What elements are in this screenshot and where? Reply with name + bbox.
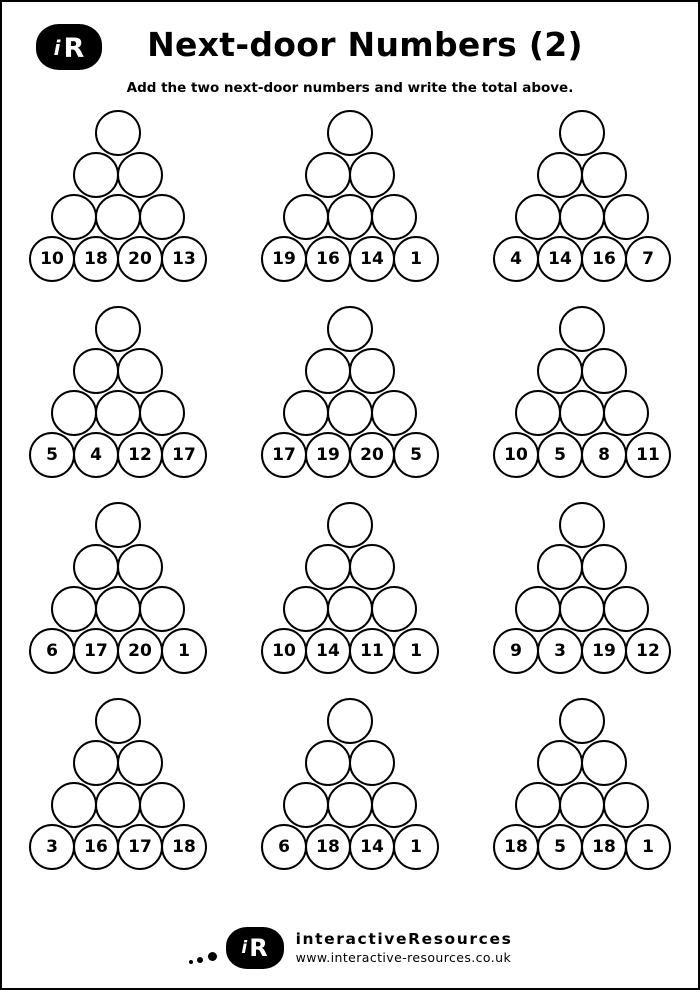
pyramid-row — [253, 152, 447, 198]
pyramid-row — [21, 698, 215, 744]
answer-circle[interactable] — [371, 194, 417, 240]
answer-circle[interactable] — [515, 194, 561, 240]
pyramid-row — [253, 194, 447, 240]
given-number-circle: 20 — [117, 236, 163, 282]
logo-dot-large-icon — [208, 952, 217, 961]
answer-circle[interactable] — [139, 390, 185, 436]
answer-circle[interactable] — [603, 390, 649, 436]
given-number-circle: 17 — [117, 824, 163, 870]
answer-circle[interactable] — [117, 740, 163, 786]
given-number-circle: 10 — [261, 628, 307, 674]
pyramid-row — [253, 390, 447, 436]
page-title: Next-door Numbers (2) — [147, 24, 583, 64]
answer-circle[interactable] — [371, 586, 417, 632]
answer-circle[interactable] — [327, 782, 373, 828]
answer-circle[interactable] — [117, 152, 163, 198]
pyramid-row — [253, 432, 447, 478]
pyramid-row — [253, 236, 447, 282]
pyramid-row — [485, 152, 679, 198]
pyramid-row — [253, 586, 447, 632]
answer-circle[interactable] — [349, 544, 395, 590]
answer-circle[interactable] — [327, 390, 373, 436]
answer-circle[interactable] — [515, 390, 561, 436]
pyramid-row — [485, 306, 679, 352]
answer-circle[interactable] — [349, 740, 395, 786]
footer-text — [296, 929, 513, 967]
given-number-circle: 18 — [73, 236, 119, 282]
pyramid-row — [253, 740, 447, 786]
answer-circle[interactable] — [581, 152, 627, 198]
answer-circle[interactable] — [559, 194, 605, 240]
answer-circle[interactable] — [559, 110, 605, 156]
given-number-circle: 6 — [261, 824, 307, 870]
answer-circle[interactable] — [349, 152, 395, 198]
given-number-circle: 17 — [261, 432, 307, 478]
footer-logo-icon — [188, 926, 284, 970]
answer-circle[interactable] — [581, 348, 627, 394]
given-number-circle: 11 — [349, 628, 395, 674]
pyramid-row — [485, 586, 679, 632]
given-number-circle: 5 — [29, 432, 75, 478]
pyramid-row — [21, 110, 215, 156]
answer-circle[interactable] — [51, 586, 97, 632]
answer-circle[interactable] — [95, 194, 141, 240]
pyramid-row — [21, 586, 215, 632]
pyramid-row — [485, 194, 679, 240]
answer-circle[interactable] — [327, 586, 373, 632]
number-pyramid — [21, 502, 215, 692]
pyramid-row — [485, 348, 679, 394]
given-number-circle: 8 — [581, 432, 627, 478]
given-number-circle: 4 — [493, 236, 539, 282]
pyramid-row — [253, 306, 447, 352]
instructions-text: Add the two next-door numbers and write the total above. — [126, 80, 574, 96]
pyramid-row — [21, 152, 215, 198]
logo-dot-small-icon — [189, 960, 193, 964]
given-number-circle: 7 — [625, 236, 671, 282]
answer-circle[interactable] — [327, 698, 373, 744]
answer-circle[interactable] — [95, 110, 141, 156]
answer-circle[interactable] — [139, 586, 185, 632]
pyramid-row — [485, 628, 679, 674]
footer-brand-name: interactiveResources — [295, 930, 513, 949]
answer-circle[interactable] — [515, 586, 561, 632]
given-number-circle: 18 — [305, 824, 351, 870]
given-number-circle: 3 — [537, 628, 583, 674]
answer-circle[interactable] — [559, 698, 605, 744]
answer-circle[interactable] — [537, 740, 583, 786]
number-pyramid — [21, 110, 215, 300]
pyramid-row — [485, 502, 679, 548]
number-pyramid — [485, 306, 679, 496]
logo-letter-i: i — [53, 36, 61, 60]
answer-circle[interactable] — [327, 306, 373, 352]
answer-circle[interactable] — [283, 390, 329, 436]
answer-circle[interactable] — [559, 502, 605, 548]
answer-circle[interactable] — [95, 586, 141, 632]
given-number-circle: 14 — [349, 236, 395, 282]
given-number-circle: 20 — [349, 432, 395, 478]
given-number-circle: 1 — [625, 824, 671, 870]
given-number-circle: 16 — [581, 236, 627, 282]
answer-circle[interactable] — [305, 544, 351, 590]
pyramid-row — [485, 432, 679, 478]
answer-circle[interactable] — [51, 194, 97, 240]
pyramid-row — [21, 306, 215, 352]
pyramid-row — [485, 698, 679, 744]
given-number-circle: 20 — [117, 628, 163, 674]
answer-circle[interactable] — [371, 782, 417, 828]
pyramid-row — [21, 236, 215, 282]
answer-circle[interactable] — [559, 586, 605, 632]
given-number-circle: 19 — [581, 628, 627, 674]
given-number-circle: 5 — [537, 824, 583, 870]
given-number-circle: 17 — [73, 628, 119, 674]
answer-circle[interactable] — [73, 740, 119, 786]
answer-circle[interactable] — [537, 348, 583, 394]
answer-circle[interactable] — [51, 390, 97, 436]
page-header — [2, 2, 698, 86]
given-number-circle: 4 — [73, 432, 119, 478]
number-pyramid — [253, 502, 447, 692]
answer-circle[interactable] — [95, 782, 141, 828]
answer-circle[interactable] — [73, 152, 119, 198]
answer-circle[interactable] — [537, 544, 583, 590]
answer-circle[interactable] — [559, 390, 605, 436]
number-pyramid — [253, 698, 447, 888]
pyramid-row — [485, 236, 679, 282]
answer-circle[interactable] — [139, 194, 185, 240]
given-number-circle: 5 — [537, 432, 583, 478]
answer-circle[interactable] — [73, 544, 119, 590]
given-number-circle: 18 — [161, 824, 207, 870]
given-number-circle: 16 — [73, 824, 119, 870]
pyramid-row — [21, 432, 215, 478]
answer-circle[interactable] — [95, 502, 141, 548]
given-number-circle: 17 — [161, 432, 207, 478]
given-number-circle: 6 — [29, 628, 75, 674]
number-pyramid — [253, 306, 447, 496]
pyramid-row — [21, 628, 215, 674]
answer-circle[interactable] — [327, 502, 373, 548]
interactive-resources-logo-icon — [36, 24, 102, 70]
answer-circle[interactable] — [603, 782, 649, 828]
given-number-circle: 3 — [29, 824, 75, 870]
pyramid-row — [485, 740, 679, 786]
given-number-circle: 14 — [349, 824, 395, 870]
pyramid-row — [21, 782, 215, 828]
answer-circle[interactable] — [537, 152, 583, 198]
answer-circle[interactable] — [139, 782, 185, 828]
given-number-circle: 13 — [161, 236, 207, 282]
pyramid-row — [485, 544, 679, 590]
answer-circle[interactable] — [581, 740, 627, 786]
footer-website-url: www.interactive-resources.co.uk — [295, 950, 512, 966]
footer-logo-letter-i: i — [241, 937, 248, 958]
given-number-circle: 16 — [305, 236, 351, 282]
answer-circle[interactable] — [117, 544, 163, 590]
answer-circle[interactable] — [117, 348, 163, 394]
given-number-circle: 1 — [393, 628, 439, 674]
pyramid-row — [485, 824, 679, 870]
given-number-circle: 9 — [493, 628, 539, 674]
number-pyramid — [485, 110, 679, 300]
given-number-circle: 14 — [305, 628, 351, 674]
answer-circle[interactable] — [305, 152, 351, 198]
given-number-circle: 10 — [493, 432, 539, 478]
answer-circle[interactable] — [305, 348, 351, 394]
pyramid-row — [253, 348, 447, 394]
number-pyramid — [485, 502, 679, 692]
pyramid-row — [485, 782, 679, 828]
answer-circle[interactable] — [51, 782, 97, 828]
pyramid-row — [21, 390, 215, 436]
pyramid-row — [21, 740, 215, 786]
answer-circle[interactable] — [371, 390, 417, 436]
answer-circle[interactable] — [559, 306, 605, 352]
answer-circle[interactable] — [283, 782, 329, 828]
answer-circle[interactable] — [581, 544, 627, 590]
given-number-circle: 12 — [117, 432, 163, 478]
pyramid-row — [21, 502, 215, 548]
footer-logo-letter-r: R — [249, 934, 268, 962]
given-number-circle: 10 — [29, 236, 75, 282]
number-pyramid — [253, 110, 447, 300]
answer-circle[interactable] — [515, 782, 561, 828]
answer-circle[interactable] — [95, 306, 141, 352]
given-number-circle: 1 — [393, 824, 439, 870]
given-number-circle: 18 — [581, 824, 627, 870]
answer-circle[interactable] — [603, 586, 649, 632]
logo-dot-medium-icon — [197, 957, 203, 963]
answer-circle[interactable] — [95, 390, 141, 436]
given-number-circle: 19 — [305, 432, 351, 478]
answer-circle[interactable] — [95, 698, 141, 744]
page-footer — [2, 926, 698, 970]
pyramid-row — [253, 544, 447, 590]
number-pyramid — [485, 698, 679, 888]
answer-circle[interactable] — [283, 586, 329, 632]
footer-logo-badge — [226, 927, 284, 969]
pyramid-row — [21, 348, 215, 394]
number-pyramid — [21, 698, 215, 888]
answer-circle[interactable] — [327, 110, 373, 156]
puzzle-grid — [2, 110, 698, 894]
answer-circle[interactable] — [305, 740, 351, 786]
pyramid-row — [21, 194, 215, 240]
pyramid-row — [485, 390, 679, 436]
answer-circle[interactable] — [73, 348, 119, 394]
pyramid-row — [253, 502, 447, 548]
pyramid-row — [21, 544, 215, 590]
pyramid-row — [485, 110, 679, 156]
given-number-circle: 19 — [261, 236, 307, 282]
answer-circle[interactable] — [349, 348, 395, 394]
pyramid-row — [253, 824, 447, 870]
answer-circle[interactable] — [327, 194, 373, 240]
given-number-circle: 14 — [537, 236, 583, 282]
pyramid-row — [21, 824, 215, 870]
given-number-circle: 1 — [393, 236, 439, 282]
given-number-circle: 1 — [161, 628, 207, 674]
answer-circle[interactable] — [603, 194, 649, 240]
given-number-circle: 18 — [493, 824, 539, 870]
given-number-circle: 12 — [625, 628, 671, 674]
pyramid-row — [253, 110, 447, 156]
answer-circle[interactable] — [559, 782, 605, 828]
given-number-circle: 5 — [393, 432, 439, 478]
pyramid-row — [253, 782, 447, 828]
logo-letter-r: R — [63, 32, 85, 64]
given-number-circle: 11 — [625, 432, 671, 478]
answer-circle[interactable] — [283, 194, 329, 240]
pyramid-row — [253, 628, 447, 674]
number-pyramid — [21, 306, 215, 496]
pyramid-row — [253, 698, 447, 744]
